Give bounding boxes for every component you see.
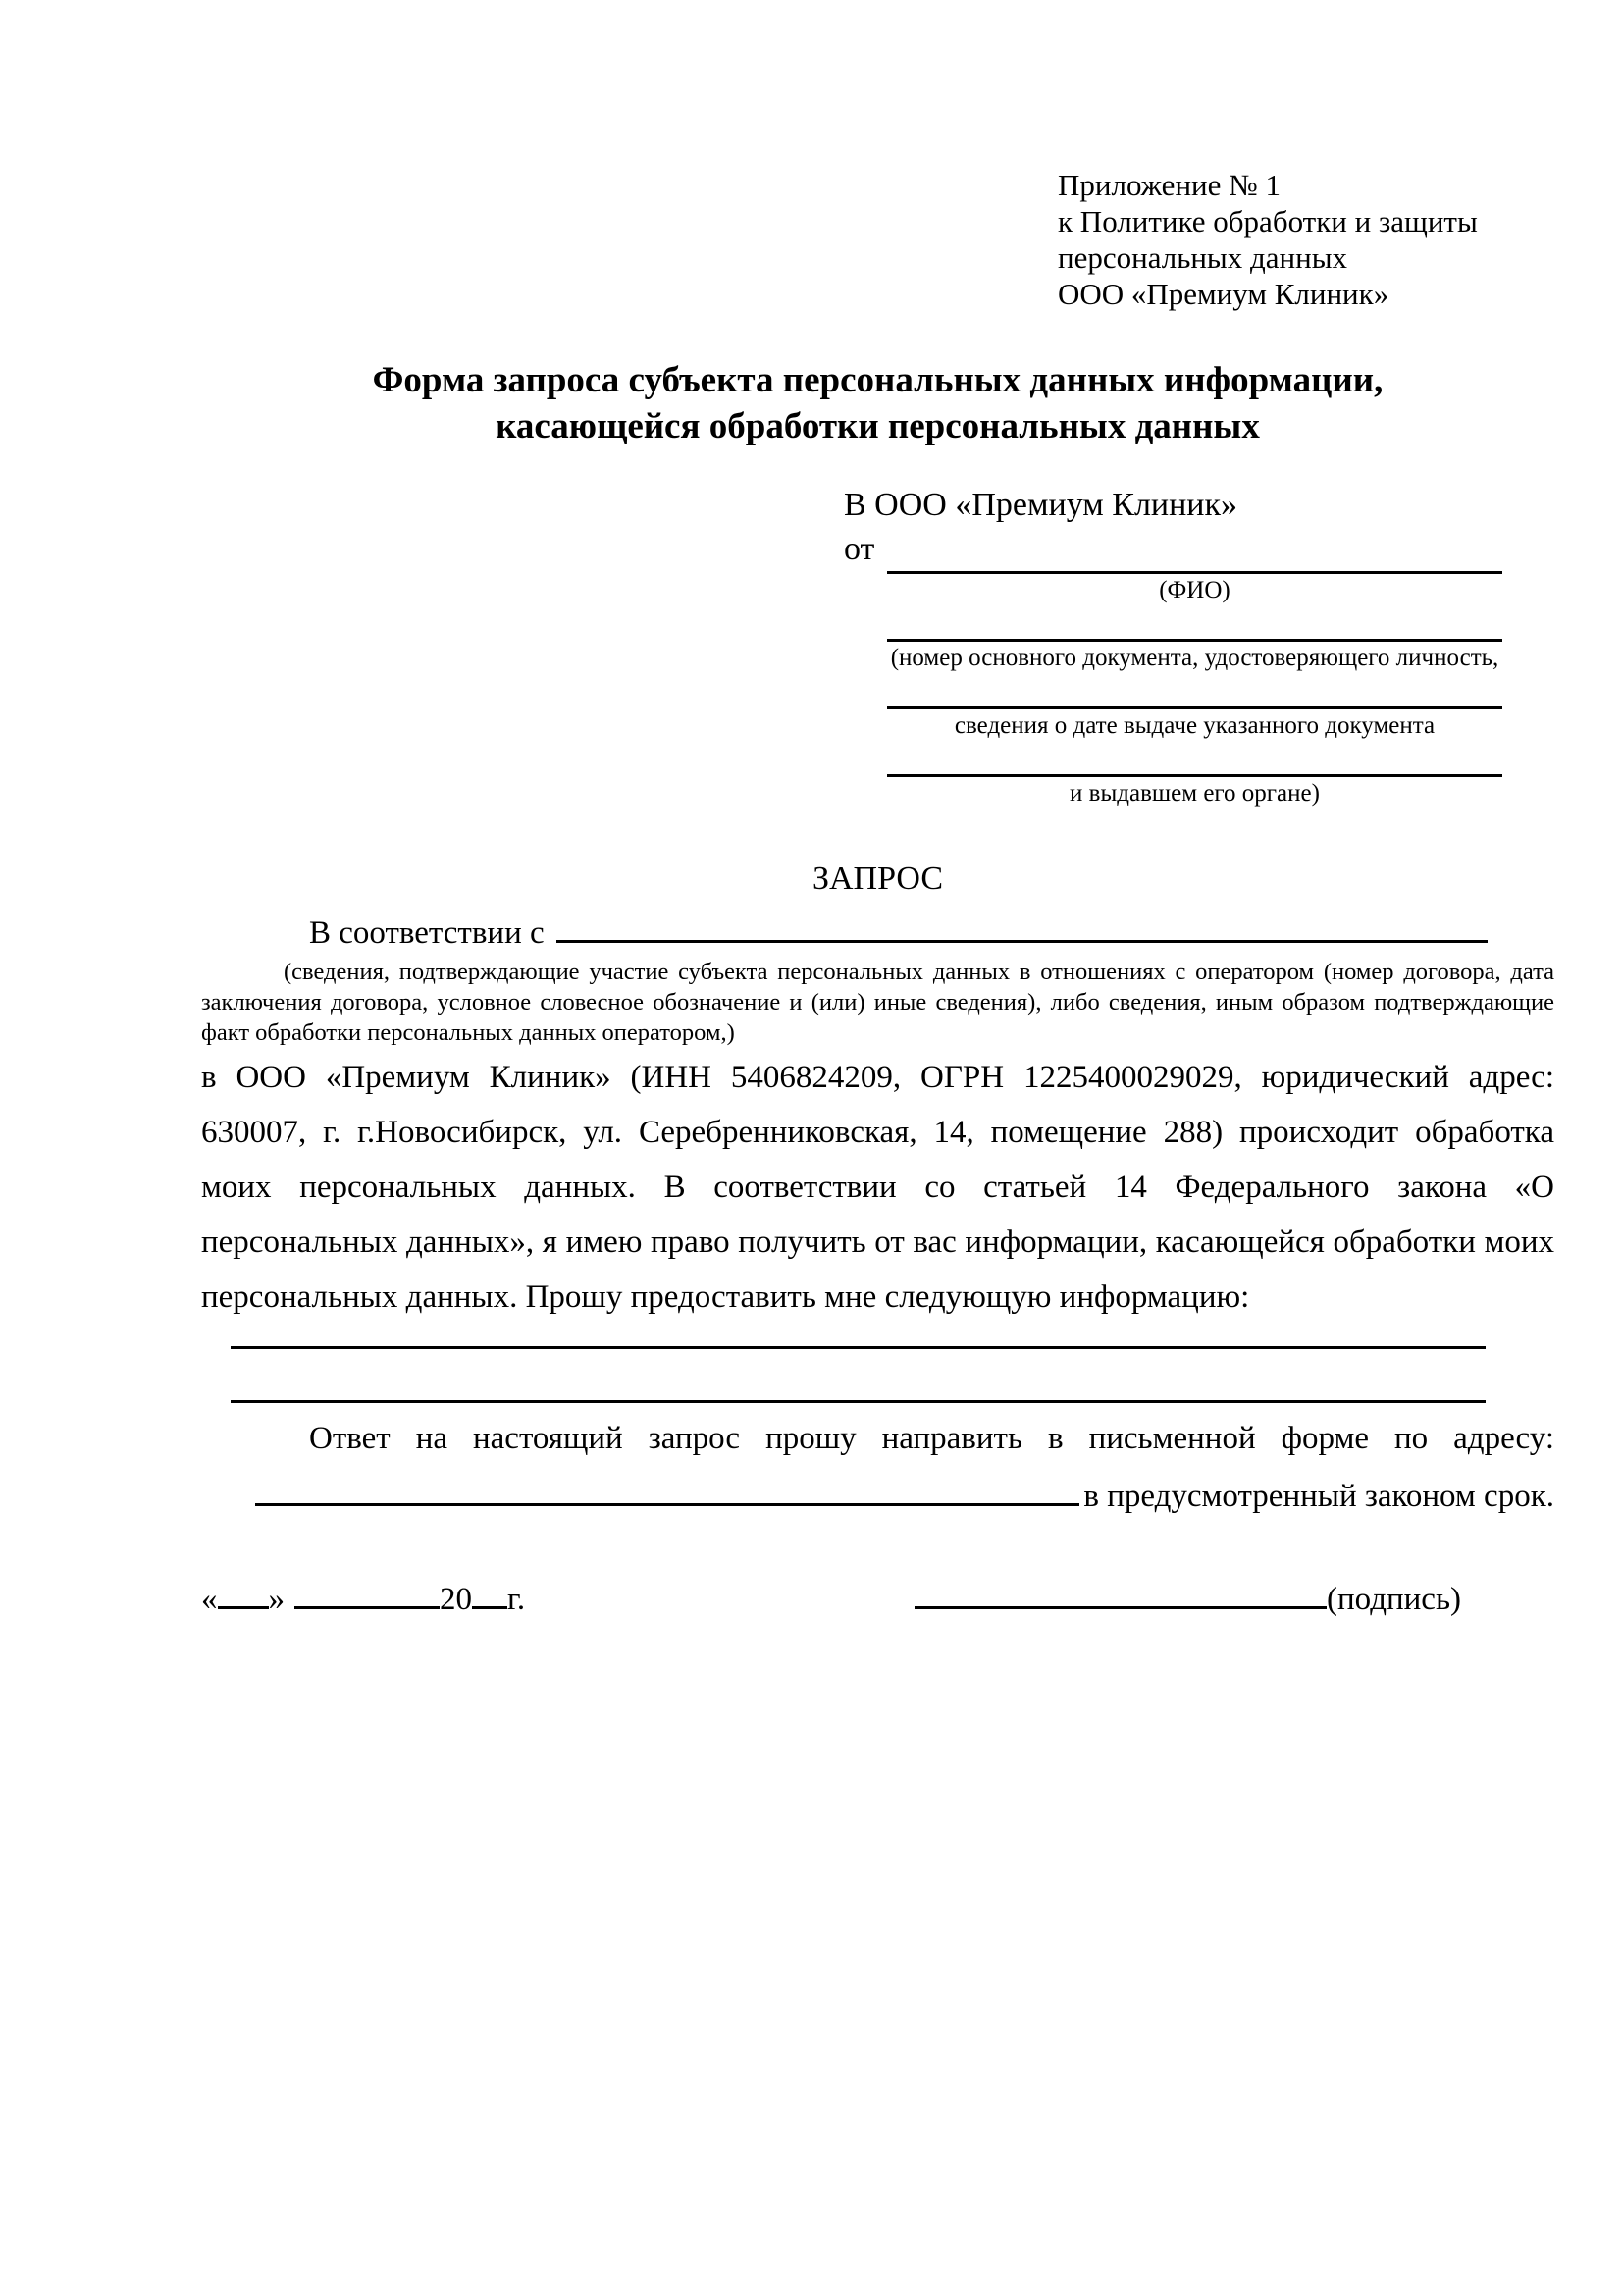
- basis-line: [201, 905, 1554, 955]
- requested-info-input-line-2[interactable]: [231, 1400, 1486, 1403]
- appendix-line-number: Приложение № 1: [1058, 168, 1281, 202]
- basis-prefix: В соответствии с: [309, 915, 545, 951]
- appendix-line-policy: к Политике обработки и защиты: [1058, 204, 1478, 238]
- signature-input-line[interactable]: [915, 1573, 1327, 1609]
- day-input-line[interactable]: [218, 1573, 269, 1609]
- year-suffix: г.: [507, 1582, 526, 1617]
- document-number-input-line[interactable]: [887, 639, 1502, 642]
- fio-caption: (ФИО): [1159, 577, 1230, 603]
- appendix-line-company: ООО «Премиум Клиник»: [1058, 277, 1389, 311]
- appendix-line-personal-data: персональных данных: [1058, 240, 1348, 275]
- fio-field: [887, 571, 1502, 605]
- appendix-block: [1058, 167, 1554, 312]
- year-prefix: 20: [440, 1582, 472, 1617]
- fio-input-line[interactable]: [887, 571, 1502, 574]
- addressee-from-label: от: [844, 531, 875, 567]
- issuing-authority-caption: и выдавшем его органе): [1070, 780, 1320, 807]
- requested-info-input-line-1[interactable]: [231, 1346, 1486, 1349]
- signature-group: [915, 1573, 1461, 1622]
- month-input-line[interactable]: [294, 1573, 440, 1609]
- fine-print-note: (сведения, подтверждающие участие субъекта персональных данных в отношениях с оператором (номер договора, дата заключения договора, условное словесное обозначение и (или) иные сведения), либо сведения, иным образом подтверждающие факт обработки персональных данных оператором,): [201, 959, 1554, 1046]
- basis-input-line[interactable]: [556, 905, 1488, 943]
- reply-address-input-line[interactable]: [255, 1464, 1079, 1506]
- addressee-to: В ООО «Премиум Клиник»: [844, 487, 1238, 523]
- reply-suffix: в предусмотренный законом срок.: [1083, 1479, 1554, 1514]
- footer-row: [201, 1573, 1554, 1622]
- year-input-line[interactable]: [472, 1573, 507, 1609]
- issue-date-input-line[interactable]: [887, 706, 1502, 709]
- body-paragraph: в ООО «Премиум Клиник» (ИНН 5406824209, ОГРН 1225400029029, юридический адрес: 630007, г. г.Новосибирск, ул. Серебренниковская, 14, помещение 288) происходит обработка моих персональных данных. В соответствии со статьей 14 Федерального закона «О персональных данных», я имею право получить от вас информации, касающейся обработки моих персональных данных. Прошу предоставить мне следующую информацию:: [201, 1060, 1554, 1315]
- date-group: [201, 1573, 525, 1622]
- issue-date-caption: сведения о дате выдаче указанного документа: [954, 712, 1436, 739]
- addressee-block: [844, 483, 1554, 809]
- request-heading: ЗАПРОС: [812, 861, 944, 897]
- reply-request-line: Ответ на настоящий запрос прошу направить в письменной форме по адресу:: [309, 1421, 1554, 1456]
- signature-caption: (подпись): [1327, 1582, 1461, 1617]
- document-title-line1: Форма запроса субъекта персональных данных информации,: [372, 360, 1384, 400]
- document-number-caption: (номер основного документа, удостоверяющего личность,: [890, 645, 1499, 671]
- document-number-field: [887, 639, 1502, 673]
- reply-address-line: [201, 1464, 1554, 1522]
- document-title-line2: касающейся обработки персональных данных: [496, 406, 1260, 446]
- issuing-authority-field: [887, 774, 1502, 809]
- addressee-fields: [887, 571, 1502, 809]
- date-quote-close: »: [268, 1582, 285, 1617]
- issuing-authority-input-line[interactable]: [887, 774, 1502, 777]
- date-quote-open: «: [201, 1582, 218, 1617]
- document-title: [201, 357, 1554, 449]
- issue-date-field: [887, 706, 1502, 741]
